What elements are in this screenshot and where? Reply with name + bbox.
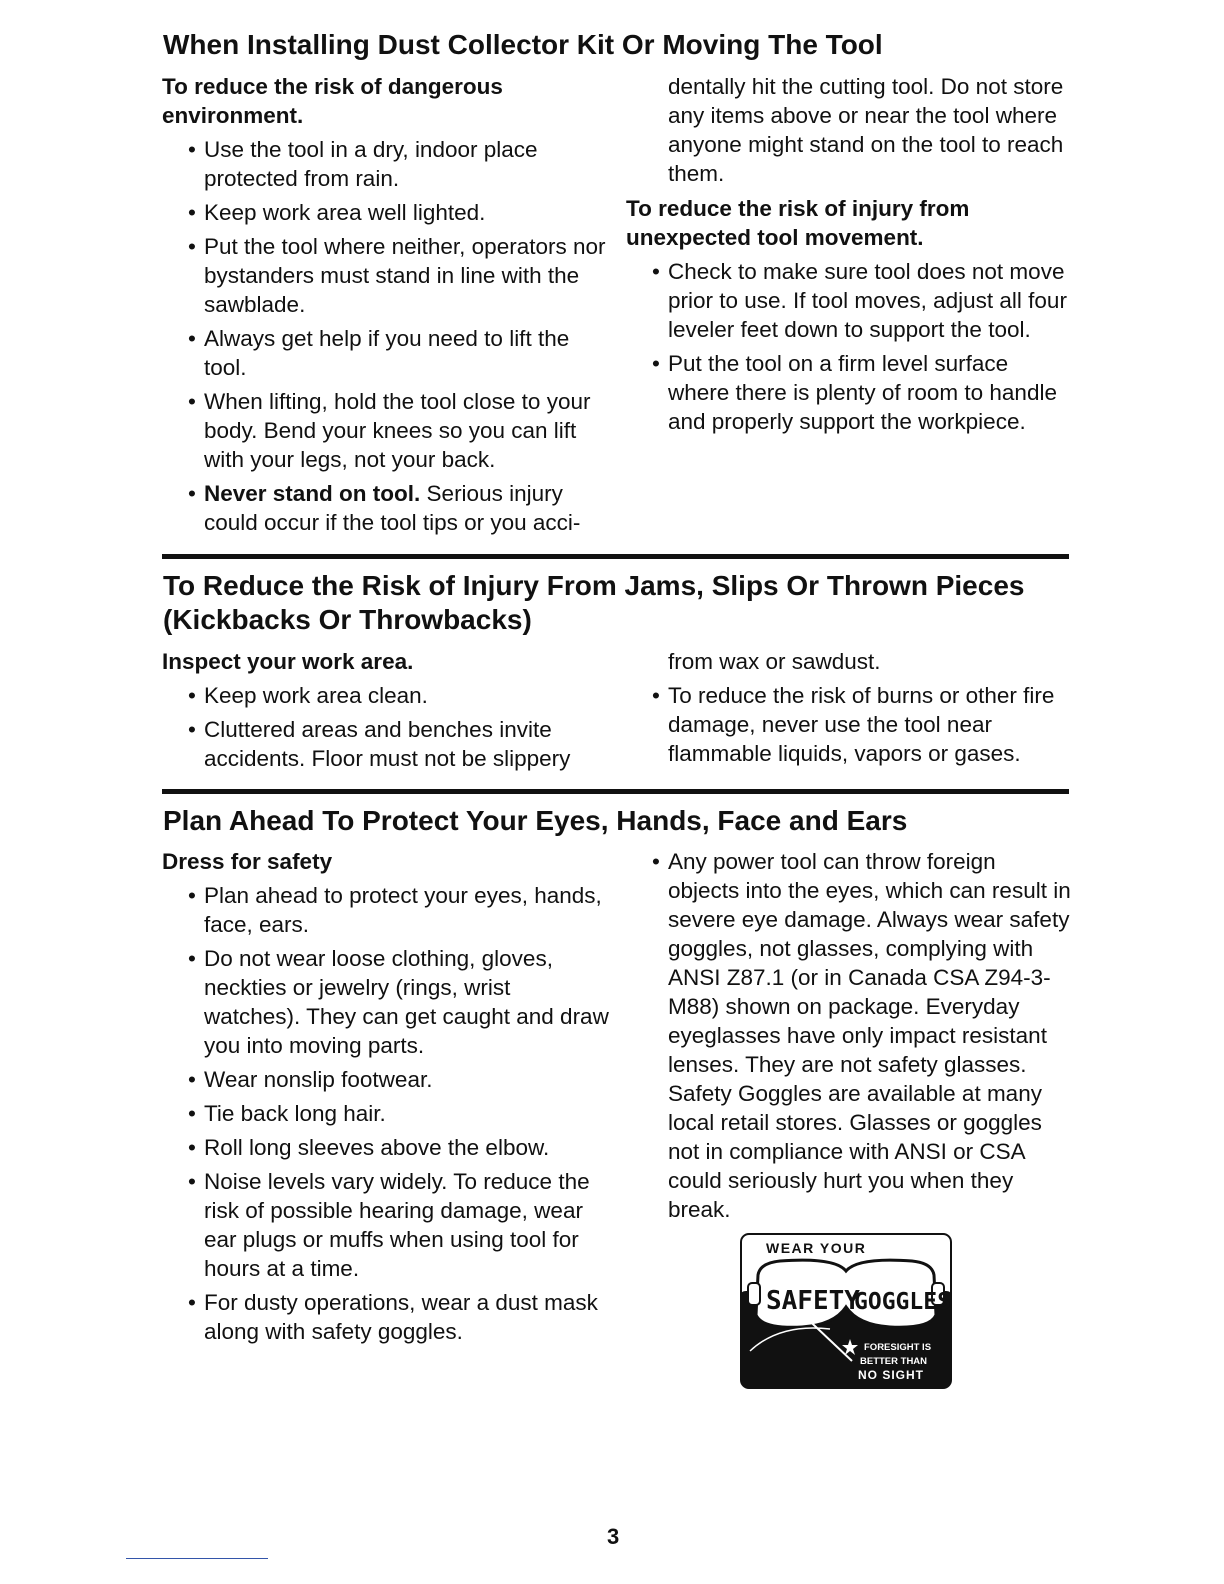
badge-motto-line2: BETTER THAN <box>860 1356 928 1367</box>
section2-left-list <box>162 681 612 773</box>
section1-right-column <box>626 72 1071 436</box>
continuation-text: from wax or sawdust. <box>668 649 881 674</box>
section1-left-subheading: To reduce the risk of dangerous environment. <box>162 74 503 128</box>
section2-title-line2: (Kickbacks Or Throwbacks) <box>163 604 532 635</box>
section2-left-column <box>162 647 612 773</box>
badge-motto-line3: NO SIGHT <box>858 1368 925 1382</box>
list-item: • For dusty operations, wear a dust mask along with safety goggles. <box>162 1288 612 1346</box>
section2-right-list <box>626 681 1071 768</box>
page-number: 3 <box>607 1524 620 1549</box>
list-item: • Use the tool in a dry, indoor place protected from rain. <box>162 135 612 193</box>
section1-right-subheading: To reduce the risk of injury from unexpected tool movement. <box>626 196 970 250</box>
section3-left-subheading: Dress for safety <box>162 849 333 874</box>
list-item: • Do not wear loose clothing, gloves, neckties or jewelry (rings, wrist watches). They can get caught and draw you into moving parts. <box>162 944 612 1060</box>
section2-right-column <box>626 647 1071 768</box>
footer-line <box>126 1558 268 1559</box>
list-item: • Any power tool can throw foreign objects into the eyes, which can result in severe eye damage. Always wear safety goggles, not glasses, complying with ANSI Z87.1 (or in Canada CSA Z94-3-M88) shown on package. Everyday eyeglasses have only impact resistant lenses. They are not safety glasses. Safety Goggles are available at many local retail stores. Glasses or goggles not in compliance with ANSI or CSA could seriously hurt you when they break. <box>626 847 1071 1224</box>
section3-right-column <box>626 842 1071 1224</box>
badge-word-safety: SAFETY <box>766 1286 860 1316</box>
section2-title-line1: To Reduce the Risk of Injury From Jams, Slips Or Thrown Pieces <box>163 570 1025 601</box>
section-divider <box>162 554 1069 559</box>
list-item: • Noise levels vary widely. To reduce the risk of possible hearing damage, wear ear plugs or muffs when using tool for hours at a time. <box>162 1167 612 1283</box>
section3-left-column <box>162 847 612 1346</box>
list-item: • Check to make sure tool does not move prior to use. If tool moves, adjust all four leveler feet down to support the tool. <box>626 257 1071 344</box>
warning-text: Serious injury could occur if the tool tips or you acci- <box>204 481 581 535</box>
list-item: • Put the tool on a firm level surface where there is plenty of room to handle and properly support the workpiece. <box>626 349 1071 436</box>
list-item: • Keep work area clean. <box>162 681 612 710</box>
badge-motto-line1: FORESIGHT IS <box>864 1342 932 1353</box>
continuation-text: dentally hit the cutting tool. Do not store any items above or near the tool where anyone might stand on the tool to reach them. <box>668 74 1064 186</box>
bold-warning: Never stand on tool. <box>204 481 421 506</box>
section1-right-list <box>626 257 1071 436</box>
list-item: • Tie back long hair. <box>162 1099 612 1128</box>
list-item: • When lifting, hold the tool close to your body. Bend your knees so you can lift with your legs, not your back. <box>162 387 612 474</box>
list-item: • Plan ahead to protect your eyes, hands, face, ears. <box>162 881 612 939</box>
list-item: • Cluttered areas and benches invite accidents. Floor must not be slippery <box>162 715 612 773</box>
list-item: • Wear nonslip footwear. <box>162 1065 612 1094</box>
section3-right-list <box>626 847 1071 1224</box>
section1-left-column <box>162 72 612 537</box>
list-item: • Always get help if you need to lift the tool. <box>162 324 612 382</box>
list-item: • Put the tool where neither, operators nor bystanders must stand in line with the sawblade. <box>162 232 612 319</box>
section3-title: Plan Ahead To Protect Your Eyes, Hands, Face and Ears <box>163 805 908 836</box>
badge-top-text: WEAR YOUR <box>766 1240 867 1256</box>
safety-goggles-badge <box>740 1233 952 1389</box>
list-item <box>162 479 612 537</box>
badge-word-goggles: GOGGLES <box>854 1289 951 1315</box>
section2-left-subheading: Inspect your work area. <box>162 649 414 674</box>
section1-title: When Installing Dust Collector Kit Or Moving The Tool <box>163 29 883 60</box>
list-item: • Roll long sleeves above the elbow. <box>162 1133 612 1162</box>
section3-left-list <box>162 881 612 1346</box>
section-divider <box>162 789 1069 794</box>
list-item: • To reduce the risk of burns or other fire damage, never use the tool near flammable liquids, vapors or gases. <box>626 681 1071 768</box>
list-item: • Keep work area well lighted. <box>162 198 612 227</box>
section1-left-list <box>162 135 612 537</box>
